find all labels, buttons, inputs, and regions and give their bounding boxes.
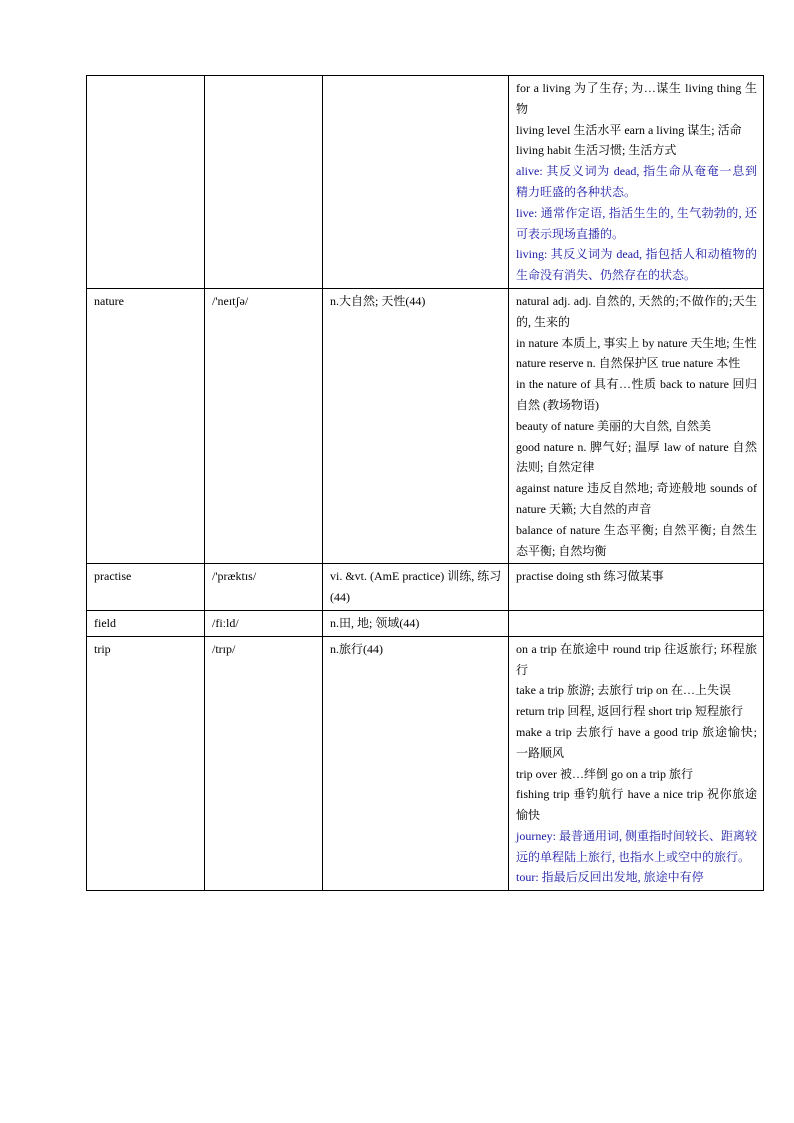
extension-cell [509,288,764,563]
phonetic-cell: /'neɪtʃə/ [205,288,323,563]
meaning-cell [323,76,509,289]
extension-line: practise doing sth 练习做某事 [516,569,664,584]
table-row [87,76,764,289]
usage-note: alive: 其反义词为 dead, 指生命从奄奄一息到精力旺盛的各种状态。 [516,164,757,199]
extension-line: on a trip 在旅途中 round trip 往返旅行; 环程旅行 [516,641,757,677]
extension-line: in nature 本质上, 事实上 by nature 天生地; 生性 [516,335,757,350]
extension-line: good nature n. 脾气好; 温厚 law of nature 自然法则; 自然定律 [516,439,757,475]
table-row [87,288,764,563]
word-cell: field [87,610,205,636]
phonetic-cell: /fiːld/ [205,610,323,636]
word-cell [87,76,205,289]
extension-cell [509,610,764,636]
meaning-cell: vi. &vt. (AmE practice) 训练, 练习(44) [323,564,509,611]
extension-line: natural adj. adj. 自然的, 天然的;不做作的;天生的, 生来的 [516,293,757,329]
phonetic-cell: /'præktɪs/ [205,564,323,611]
usage-note: living: 其反义词为 dead, 指包括人和动植物的生命没有消失、仍然存在的状态。 [516,247,757,283]
word-cell: nature [87,288,205,563]
phonetic-cell: /trɪp/ [205,636,323,891]
vocabulary-table-body [87,76,764,891]
table-row [87,564,764,611]
extension-cell [509,76,764,289]
meaning-cell: n.田, 地; 领域(44) [323,610,509,636]
extension-line: living habit 生活习惯; 生活方式 [516,143,677,158]
extension-line: return trip 回程, 返回行程 short trip 短程旅行 [516,704,743,719]
usage-note: live: 通常作定语, 指活生生的, 生气勃勃的, 还可表示现场直播的。 [516,205,757,241]
meaning-cell: n.大自然; 天性(44) [323,288,509,563]
extension-line: for a living 为了生存; 为…谋生 living thing 生物 [516,81,757,116]
extension-line: nature reserve n. 自然保护区 true nature 本性 [516,356,741,371]
extension-line: take a trip 旅游; 去旅行 trip on 在…上失误 [516,683,731,698]
extension-line: make a trip 去旅行 have a good trip 旅途愉快; 一路顺风 [516,724,757,760]
word-cell: trip [87,636,205,891]
table-row [87,610,764,636]
extension-line: balance of nature 生态平衡; 自然平衡; 自然生态平衡; 自然均衡 [516,522,757,558]
extension-line: beauty of nature 美丽的大自然, 自然美 [516,418,711,433]
extension-line: trip over 被…绊倒 go on a trip 旅行 [516,766,693,781]
extension-line: fishing trip 垂钓航行 have a nice trip 祝你旅途愉快 [516,787,757,823]
extension-line: against nature 违反自然地; 奇迹般地 sounds of nature 天籁; 大自然的声音 [516,481,757,516]
extension-cell [509,564,764,611]
extension-cell [509,636,764,891]
extension-line: living level 生活水平 earn a living 谋生; 活命 [516,122,742,137]
vocabulary-table [86,75,764,891]
table-row [87,636,764,891]
word-cell: practise [87,564,205,611]
usage-note: journey: 最普通用词, 侧重指时间较长、距离较远的单程陆上旅行, 也指水上或空中的旅行。 [516,828,757,864]
phonetic-cell [205,76,323,289]
extension-line: in the nature of 具有…性质 back to nature 回归自然 (教场物语) [516,377,757,412]
meaning-cell: n.旅行(44) [323,636,509,891]
usage-note: tour: 指最后反回出发地, 旅途中有停 [516,870,704,885]
